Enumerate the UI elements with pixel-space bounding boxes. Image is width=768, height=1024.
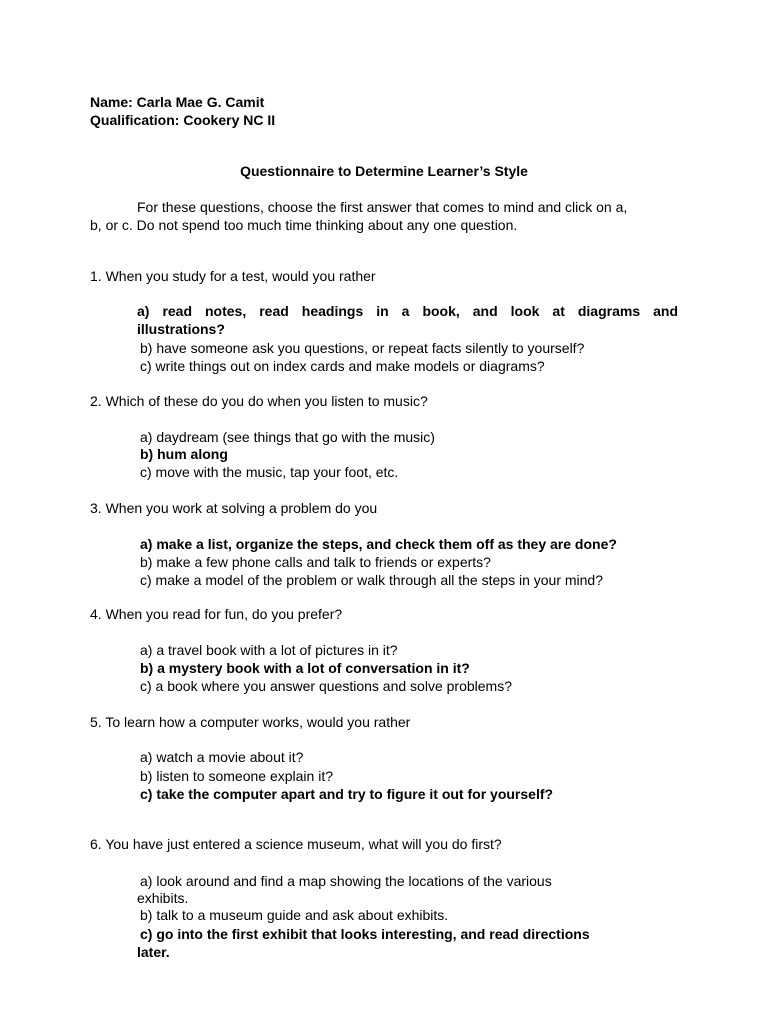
question-5-option-c-selected: c) take the computer apart and try to figure it out for yourself? bbox=[140, 786, 554, 802]
question-3: 3. When you work at solving a problem do you bbox=[90, 500, 378, 516]
question-2-option-a: a) daydream (see things that go with the music) bbox=[140, 429, 435, 445]
question-6-option-c-continued: later. bbox=[137, 944, 170, 960]
question-4-option-a: a) a travel book with a lot of pictures in it? bbox=[140, 642, 398, 658]
question-1-option-c: c) write things out on index cards and make models or diagrams? bbox=[140, 358, 545, 374]
question-5: 5. To learn how a computer works, would you rather bbox=[90, 714, 411, 730]
instructions-line-1: For these questions, choose the first answer that comes to mind and click on a, bbox=[137, 199, 628, 215]
question-1: 1. When you study for a test, would you rather bbox=[90, 268, 376, 284]
qualification: Qualification: Cookery NC II bbox=[90, 112, 276, 128]
question-1-option-b: b) have someone ask you questions, or repeat facts silently to yourself? bbox=[140, 340, 585, 356]
question-5-option-b: b) listen to someone explain it? bbox=[140, 768, 333, 784]
question-6-option-a-continued: exhibits. bbox=[137, 890, 189, 906]
instructions-line-2: b, or c. Do not spend too much time thinking about any one question. bbox=[90, 217, 518, 233]
question-4-option-c: c) a book where you answer questions and solve problems? bbox=[140, 678, 512, 694]
page-title: Questionnaire to Determine Learner’s Style bbox=[240, 163, 528, 179]
question-3-option-a-selected: a) make a list, organize the steps, and check them off as they are done? bbox=[140, 536, 617, 552]
question-6-option-c-selected: c) go into the first exhibit that looks interesting, and read directions bbox=[140, 926, 590, 942]
question-6: 6. You have just entered a science museum, what will you do first? bbox=[90, 836, 502, 852]
question-2: 2. Which of these do you do when you listen to music? bbox=[90, 393, 428, 409]
question-1-option-a-continued: illustrations? bbox=[137, 321, 225, 337]
question-1-option-a-selected: a) read notes, read headings in a book, and look at diagrams and bbox=[137, 303, 678, 319]
question-4-option-b-selected: b) a mystery book with a lot of conversation in it? bbox=[140, 660, 470, 676]
question-4: 4. When you read for fun, do you prefer? bbox=[90, 606, 343, 622]
question-5-option-a: a) watch a movie about it? bbox=[140, 749, 304, 765]
question-3-option-c: c) make a model of the problem or walk through all the steps in your mind? bbox=[140, 572, 604, 588]
question-3-option-b: b) make a few phone calls and talk to friends or experts? bbox=[140, 554, 491, 570]
question-2-option-c: c) move with the music, tap your foot, etc. bbox=[140, 464, 399, 480]
student-name: Name: Carla Mae G. Camit bbox=[90, 94, 265, 110]
question-2-option-b-selected: b) hum along bbox=[140, 446, 228, 462]
question-6-option-b: b) talk to a museum guide and ask about exhibits. bbox=[140, 907, 449, 923]
question-6-option-a: a) look around and find a map showing the locations of the various bbox=[140, 873, 552, 889]
